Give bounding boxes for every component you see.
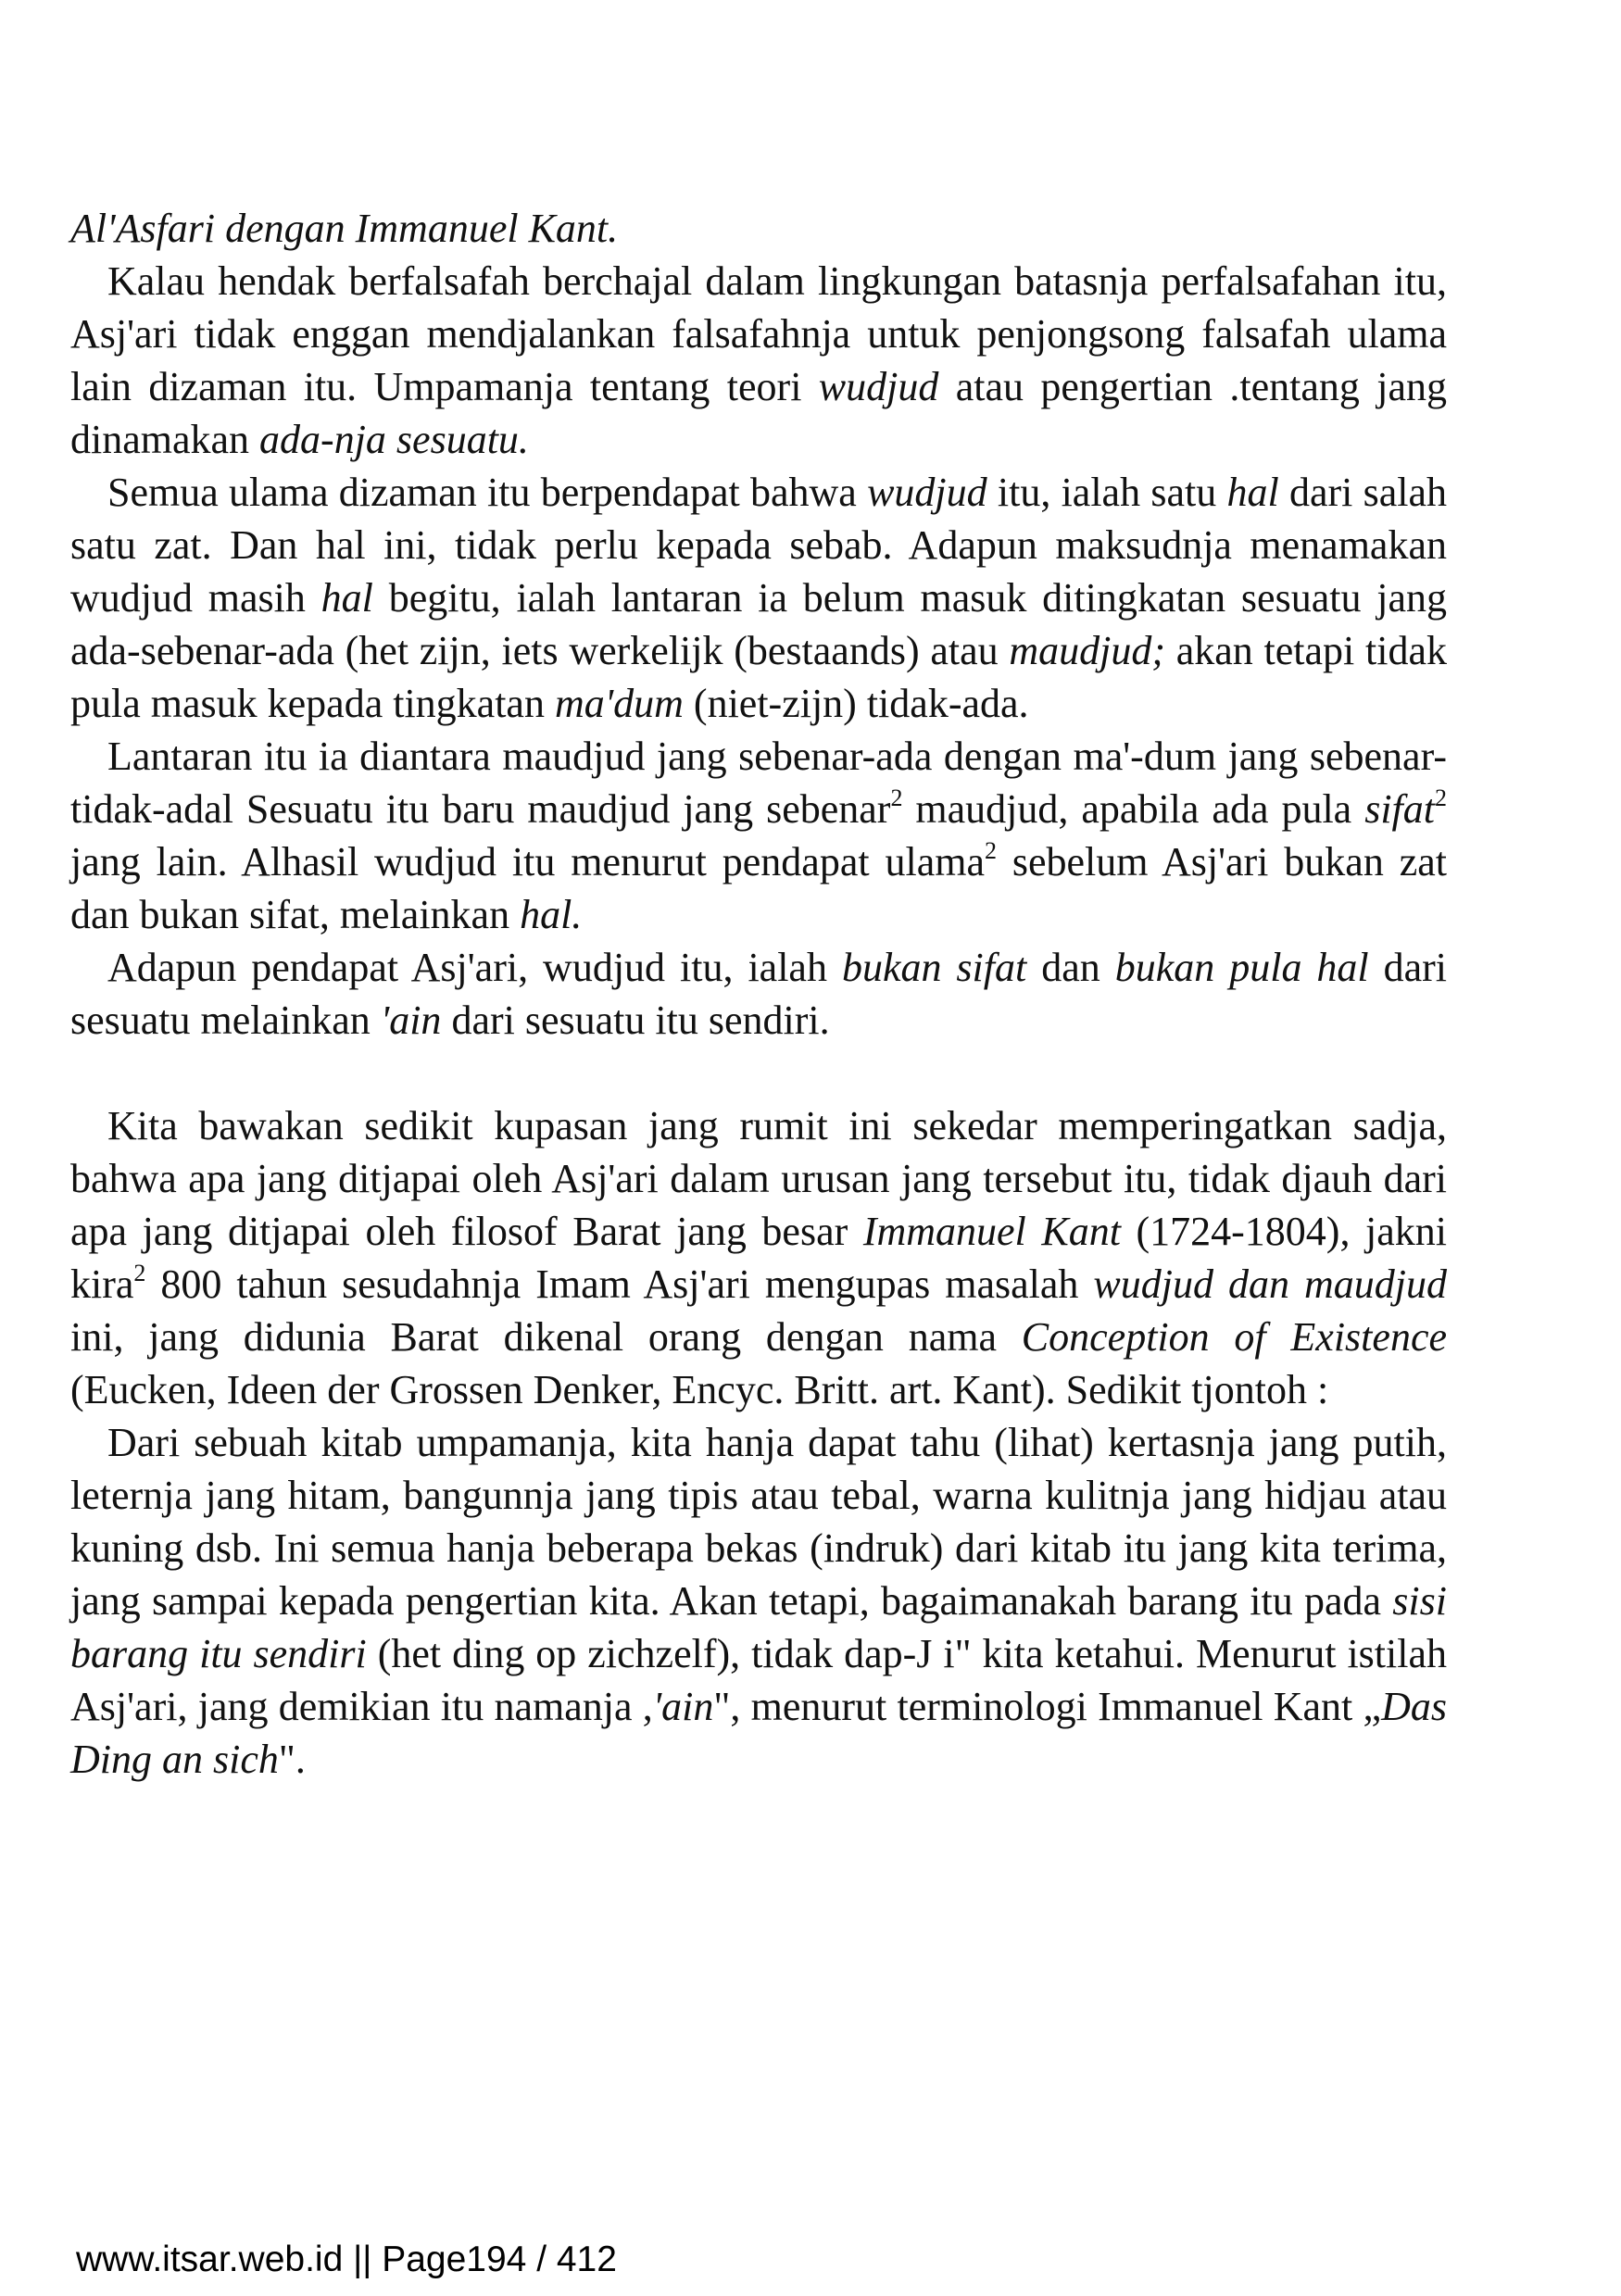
italic-text: Al'Asfari dengan Immanuel Kant.: [70, 206, 619, 251]
text-span: akan tetapi tidak pula masuk kepada tingkatan: [70, 628, 1447, 726]
text-span: (het ding op zichzelf), tidak dap-J i" kita ketahui. Menurut istilah Asj'ari, jang demikian itu namanja ,: [70, 1631, 1447, 1729]
paragraph: [70, 1416, 1447, 1786]
paragraph: [70, 730, 1447, 941]
italic-text: hal.: [520, 892, 583, 937]
paragraph: [70, 941, 1447, 1047]
italic-text: Das Ding an sich: [70, 1684, 1447, 1782]
text-span: dari sesuatu itu sendiri.: [441, 997, 830, 1043]
text-span: (Eucken, Ideen der Grossen Denker, Encyc. Britt. art. Kant). Sedikit tjontoh :: [70, 1367, 1329, 1412]
italic-text: ma'dum: [554, 681, 684, 726]
italic-text: Immanuel Kant: [862, 1209, 1121, 1254]
text-span: Adapun pendapat Asj'ari, wudjud itu, ialah: [107, 945, 842, 990]
italic-text: maudjud;: [1009, 628, 1166, 673]
text-span: Kalau hendak berfalsafah berchajal dalam lingkungan batasnja perfalsafahan itu, Asj'ari tidak enggan mendjalankan falsafahnja untuk penjongsong falsafah ulama lain dizaman itu. Umpamanja tentang teori: [70, 258, 1447, 409]
text-span: Lantaran itu ia diantara maudjud jang sebenar-ada dengan ma'-dum jang sebenar-tidak-adal Sesuatu itu baru maudjud jang sebenar: [70, 734, 1447, 832]
italic-text: ada-nja sesuatu.: [259, 417, 529, 462]
paragraph: [70, 1099, 1447, 1416]
superscript-mark: 2: [1435, 784, 1447, 811]
italic-text: hal: [320, 575, 373, 621]
text-span: Kita bawakan sedikit kupasan jang rumit ini sekedar memperingatkan sadja, bahwa apa jang ditjapai oleh Asj'ari dalam urusan jang tersebut itu, tidak djauh dari apa jang ditjapai oleh filosof Barat jang besar: [70, 1103, 1447, 1254]
italic-text: bukan sifat: [841, 945, 1027, 990]
page-footer: www.itsar.web.id || Page194 / 412: [76, 2240, 617, 2279]
text-span: ".: [278, 1737, 306, 1782]
text-span: (niet-zijn) tidak-ada.: [683, 681, 1029, 726]
text-span: Semua ulama dizaman itu berpendapat bahwa: [107, 470, 868, 515]
text-span: sebelum Asj'ari bukan zat dan bukan sifat, melainkan: [70, 839, 1447, 937]
text-span: maudjud, apabila ada pula: [902, 786, 1365, 832]
paragraph: [70, 255, 1447, 466]
paragraph: [70, 466, 1447, 730]
text-span: atau pengertian .tentang jang dinamakan: [70, 364, 1448, 462]
text-span: 800 tahun sesudahnja Imam Asj'ari mengupas masalah: [145, 1261, 1094, 1307]
text-span: jang lain. Alhasil wudjud itu menurut pendapat ulama: [70, 839, 985, 885]
italic-text: 'ain: [652, 1684, 714, 1729]
text-span: (1724-1804), jakni kira: [70, 1209, 1448, 1307]
italic-text: wudjud: [818, 364, 939, 409]
italic-text: bukan pula hal: [1114, 945, 1369, 990]
italic-text: wudjud: [867, 470, 987, 515]
superscript-mark: 2: [890, 784, 903, 811]
text-span: ini, jang didunia Barat dikenal orang dengan nama: [70, 1314, 1022, 1360]
text-span: dan: [1026, 945, 1115, 990]
text-span: itu, ialah satu: [986, 470, 1227, 515]
text-span: dari sesuatu melainkan: [70, 945, 1448, 1043]
superscript-mark: 2: [984, 837, 997, 864]
page-body: [70, 202, 1447, 1786]
text-span: begitu, ialah lantaran ia belum masuk ditingkatan sesuatu jang ada-sebenar-ada (het zijn, iets werkelijk (bestaands) atau: [70, 575, 1447, 673]
italic-text: 'ain: [380, 997, 442, 1043]
italic-text: hal: [1226, 470, 1279, 515]
text-span: dari salah satu zat. Dan hal ini, tidak perlu kepada sebab. Adapun maksudnja menamakan wudjud masih: [70, 470, 1448, 621]
paragraph: [70, 202, 1447, 255]
italic-text: sifat: [1364, 786, 1435, 832]
italic-text: Conception of Existence: [1021, 1314, 1447, 1360]
italic-text: wudjud dan maudjud: [1093, 1261, 1447, 1307]
text-span: ", menurut terminologi Immanuel Kant „: [713, 1684, 1382, 1729]
italic-text: sisi barang itu sendiri: [70, 1578, 1447, 1676]
superscript-mark: 2: [133, 1260, 146, 1286]
text-span: Dari sebuah kitab umpamanja, kita hanja dapat tahu (lihat) kertasnja jang putih, leternja jang hitam, bangunnja jang tipis atau tebal, warna kulitnja jang hidjau atau kuning dsb. Ini semua hanja beberapa bekas (indruk) dari kitab itu jang kita terima, jang sampai kepada pengertian kita. Akan tetapi, bagaimanakah barang itu pada: [70, 1420, 1447, 1624]
